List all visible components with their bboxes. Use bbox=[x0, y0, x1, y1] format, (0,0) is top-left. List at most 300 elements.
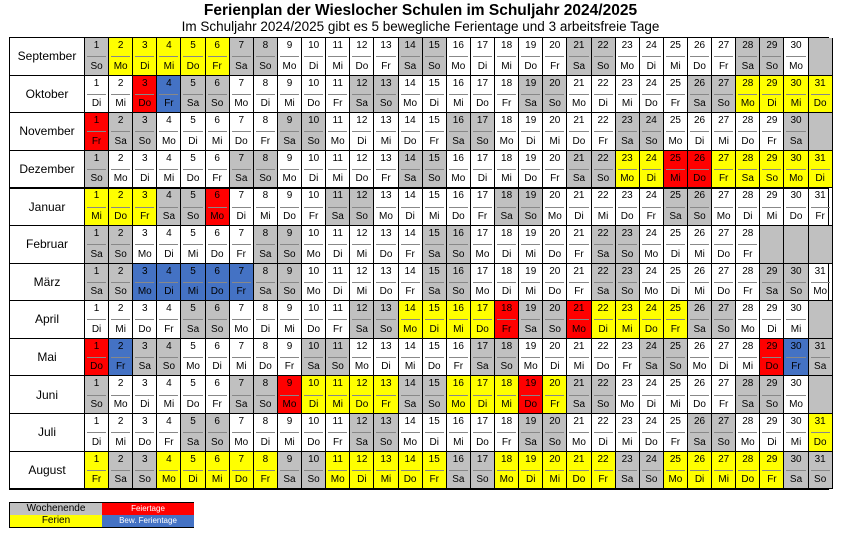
day-number: 5 bbox=[190, 265, 196, 277]
day-cell bbox=[302, 339, 326, 377]
day-number: 20 bbox=[549, 190, 561, 202]
weekday-label: Mo bbox=[161, 474, 176, 486]
weekday-label: So bbox=[717, 98, 730, 110]
weekday-label: Sa bbox=[259, 248, 272, 260]
day-number: 28 bbox=[742, 77, 754, 89]
day-number: 7 bbox=[238, 228, 245, 239]
weekday-label: Di bbox=[718, 361, 729, 373]
day-cell bbox=[206, 38, 230, 76]
day-cell bbox=[326, 113, 350, 151]
weekday-label: Di bbox=[501, 248, 512, 260]
weekday-label: So bbox=[211, 436, 224, 448]
day-number: 10 bbox=[308, 190, 320, 202]
day-cell bbox=[640, 188, 664, 226]
day-cell bbox=[519, 414, 543, 452]
weekday-label: Do bbox=[717, 286, 731, 298]
weekday-label: Fr bbox=[91, 474, 102, 486]
day-cell bbox=[374, 188, 398, 226]
weekday-label: Di bbox=[236, 210, 246, 222]
day-number: 8 bbox=[262, 378, 269, 390]
weekday-label: Do bbox=[524, 173, 538, 185]
weekday-label: Sa bbox=[572, 60, 586, 72]
day-cell bbox=[423, 151, 447, 189]
day-cell bbox=[374, 339, 398, 377]
weekday-label: So bbox=[476, 135, 489, 147]
day-number: 1 bbox=[93, 378, 100, 390]
weekday-label: Mi bbox=[501, 60, 512, 72]
weekday-label: Fr bbox=[718, 60, 729, 72]
day-number: 18 bbox=[501, 190, 513, 202]
weekday-label: Do bbox=[524, 60, 538, 72]
day-number: 5 bbox=[190, 152, 196, 164]
day-cell bbox=[736, 264, 760, 302]
day-cell bbox=[567, 151, 591, 189]
day-cell bbox=[712, 226, 736, 264]
weekday-label: Mi bbox=[428, 210, 440, 222]
day-number: 17 bbox=[476, 152, 489, 164]
weekday-label: Di bbox=[381, 361, 391, 373]
day-number: 24 bbox=[645, 152, 657, 164]
weekday-label: Mo bbox=[186, 361, 200, 373]
day-cell bbox=[181, 339, 205, 377]
weekday-label: So bbox=[90, 398, 103, 410]
day-cell bbox=[736, 151, 760, 189]
day-cell bbox=[206, 339, 230, 377]
weekday-label: Fr bbox=[164, 436, 174, 448]
day-number: 13 bbox=[380, 416, 392, 427]
day-cell bbox=[712, 339, 736, 377]
day-cell bbox=[254, 151, 278, 189]
weekday-label: Fr bbox=[333, 323, 343, 335]
day-cell bbox=[760, 264, 784, 302]
day-number: 16 bbox=[452, 228, 464, 239]
weekday-label: Di bbox=[429, 436, 439, 448]
day-cell bbox=[133, 339, 157, 377]
day-cell bbox=[543, 188, 567, 226]
day-number: 22 bbox=[597, 378, 609, 390]
weekday-label: Mo bbox=[813, 286, 828, 298]
weekday-label: Do bbox=[644, 323, 658, 335]
weekday-label: Do bbox=[403, 135, 417, 147]
day-number: 10 bbox=[308, 265, 320, 277]
day-cell bbox=[760, 452, 784, 490]
weekday-label: Mo bbox=[571, 98, 586, 110]
day-number: 15 bbox=[428, 416, 440, 427]
day-cell bbox=[543, 376, 567, 414]
day-cell bbox=[809, 339, 833, 377]
weekday-label: Mo bbox=[692, 361, 707, 373]
day-cell bbox=[85, 452, 109, 490]
day-number: 24 bbox=[645, 40, 657, 51]
weekday-label: Sa bbox=[428, 248, 441, 260]
weekday-label: So bbox=[283, 286, 296, 298]
day-number: 21 bbox=[573, 77, 585, 89]
weekday-label: Mo bbox=[451, 173, 466, 185]
weekday-label: Mi bbox=[549, 474, 561, 486]
weekday-label: Mi bbox=[187, 286, 199, 298]
day-cell bbox=[543, 264, 567, 302]
weekday-label: Di bbox=[308, 173, 319, 185]
weekday-label: Mo bbox=[451, 60, 466, 72]
day-cell bbox=[664, 264, 688, 302]
day-cell bbox=[278, 376, 302, 414]
day-cell bbox=[109, 452, 133, 490]
day-number: 9 bbox=[286, 378, 293, 390]
day-number: 14 bbox=[404, 453, 416, 465]
day-cell bbox=[567, 339, 591, 377]
weekday-label: Sa bbox=[259, 286, 272, 298]
weekday-label: Di bbox=[574, 210, 584, 222]
weekday-label: Fr bbox=[646, 210, 657, 222]
weekday-label: Sa bbox=[403, 398, 417, 410]
day-cell bbox=[133, 226, 157, 264]
weekday-label: Di bbox=[646, 60, 657, 72]
page-subtitle: Im Schuljahr 2024/2025 gibt es 5 bewegliche Ferientage und 3 arbeitsfreie Tage bbox=[181, 19, 660, 34]
day-number: 22 bbox=[597, 77, 609, 89]
weekday-label: Di bbox=[646, 173, 657, 185]
weekday-label: Do bbox=[476, 436, 489, 448]
day-cell bbox=[423, 226, 447, 264]
day-number: 28 bbox=[742, 340, 754, 352]
day-number: 22 bbox=[597, 453, 609, 465]
day-number: 19 bbox=[525, 228, 537, 239]
weekday-label: So bbox=[765, 60, 779, 72]
day-number: 24 bbox=[645, 303, 657, 315]
day-number: 2 bbox=[117, 453, 124, 465]
day-number: 10 bbox=[308, 340, 320, 352]
day-cell bbox=[616, 188, 640, 226]
day-number: 9 bbox=[286, 228, 293, 239]
day-number: 6 bbox=[214, 378, 220, 390]
day-number: 28 bbox=[742, 152, 754, 164]
day-number: 14 bbox=[404, 77, 416, 89]
day-cell bbox=[664, 376, 688, 414]
day-number: 1 bbox=[93, 265, 100, 277]
day-number: 23 bbox=[621, 303, 633, 315]
weekday-label: Do bbox=[741, 135, 755, 147]
day-cell bbox=[423, 264, 447, 302]
day-cell bbox=[640, 76, 664, 114]
day-number: 18 bbox=[501, 152, 513, 164]
day-number: 27 bbox=[718, 228, 730, 239]
day-cell bbox=[616, 226, 640, 264]
day-number: 6 bbox=[214, 228, 220, 239]
weekday-label: Do bbox=[693, 173, 706, 185]
day-number: 4 bbox=[166, 40, 172, 51]
day-cell bbox=[640, 264, 664, 302]
weekday-label: Mo bbox=[547, 210, 562, 222]
day-cell bbox=[423, 301, 447, 339]
weekday-label: Di bbox=[140, 173, 150, 185]
day-number: 15 bbox=[428, 228, 440, 239]
day-number: 26 bbox=[693, 115, 706, 127]
day-number: 6 bbox=[214, 340, 220, 352]
weekday-label: Mo bbox=[234, 436, 249, 448]
day-number: 4 bbox=[166, 416, 172, 427]
day-number: 11 bbox=[332, 228, 343, 239]
day-number: 28 bbox=[742, 453, 754, 465]
day-number: 11 bbox=[332, 77, 343, 89]
weekday-label: Mo bbox=[620, 60, 635, 72]
day-number: 26 bbox=[693, 190, 706, 202]
weekday-label: Do bbox=[644, 98, 658, 110]
day-cell bbox=[809, 151, 833, 189]
day-number: 5 bbox=[190, 340, 196, 352]
day-cell bbox=[399, 452, 423, 490]
day-number: 1 bbox=[93, 115, 100, 127]
weekday-label: Di bbox=[477, 60, 488, 72]
day-number: 28 bbox=[742, 115, 754, 127]
day-number: 25 bbox=[669, 340, 681, 352]
weekday-label: Mi bbox=[718, 474, 729, 486]
day-number: 3 bbox=[142, 453, 148, 465]
day-number: 2 bbox=[117, 77, 124, 89]
weekday-label: Do bbox=[620, 210, 634, 222]
weekday-label: So bbox=[621, 248, 634, 260]
day-cell bbox=[230, 188, 254, 226]
day-cell bbox=[784, 376, 808, 414]
weekday-label: Di bbox=[767, 98, 777, 110]
weekday-label: Sa bbox=[452, 474, 465, 486]
day-cell bbox=[423, 188, 447, 226]
day-number: 31 bbox=[814, 77, 826, 89]
weekday-label: Sa bbox=[789, 474, 803, 486]
weekday-label: Mi bbox=[284, 436, 295, 448]
weekday-label: Mi bbox=[597, 210, 609, 222]
day-number: 8 bbox=[262, 303, 269, 315]
weekday-label: Do bbox=[210, 248, 224, 260]
day-cell bbox=[350, 76, 374, 114]
day-cell bbox=[85, 38, 109, 76]
day-cell bbox=[350, 151, 374, 189]
weekday-label: Mi bbox=[115, 323, 126, 335]
page-title: Ferienplan der Wieslocher Schulen im Schuljahr 2024/2025 bbox=[203, 2, 638, 19]
day-number: 26 bbox=[693, 340, 706, 352]
weekday-label: Fr bbox=[550, 398, 560, 410]
weekday-label: So bbox=[548, 323, 561, 335]
day-cell bbox=[278, 226, 302, 264]
day-cell bbox=[760, 301, 784, 339]
day-number: 15 bbox=[428, 303, 440, 315]
day-number: 2 bbox=[117, 265, 124, 277]
weekday-label: Mi bbox=[670, 398, 681, 410]
day-cell bbox=[399, 151, 423, 189]
day-cell bbox=[350, 226, 374, 264]
day-number: 1 bbox=[93, 303, 100, 315]
day-cell bbox=[784, 301, 808, 339]
weekday-label: Mo bbox=[137, 286, 152, 298]
day-number: 2 bbox=[117, 340, 124, 352]
day-number: 1 bbox=[93, 77, 100, 89]
day-cell bbox=[157, 188, 181, 226]
weekday-label: Fr bbox=[91, 135, 102, 147]
day-number: 25 bbox=[669, 416, 681, 427]
day-number: 13 bbox=[380, 228, 392, 239]
weekday-label: Do bbox=[693, 60, 706, 72]
day-number: 28 bbox=[742, 265, 754, 277]
day-number: 6 bbox=[214, 453, 220, 465]
weekday-label: Sa bbox=[114, 474, 127, 486]
day-cell bbox=[616, 339, 640, 377]
day-cell bbox=[326, 414, 350, 452]
weekday-label: So bbox=[548, 436, 561, 448]
day-cell bbox=[447, 301, 471, 339]
day-cell bbox=[157, 113, 181, 151]
weekday-label: So bbox=[138, 135, 151, 147]
day-number: 27 bbox=[718, 115, 730, 127]
weekday-label: Mi bbox=[284, 98, 295, 110]
day-number: 20 bbox=[549, 40, 561, 51]
day-number: 4 bbox=[166, 340, 172, 352]
day-cell bbox=[278, 452, 302, 490]
day-number: 18 bbox=[501, 115, 513, 127]
day-number: 25 bbox=[669, 265, 681, 277]
weekday-label: Mi bbox=[694, 286, 705, 298]
day-number: 30 bbox=[790, 265, 802, 277]
day-number: 10 bbox=[308, 77, 320, 89]
day-cell bbox=[664, 188, 688, 226]
day-cell bbox=[471, 76, 495, 114]
weekday-label: Mo bbox=[740, 436, 755, 448]
day-number: 20 bbox=[549, 453, 561, 465]
day-cell bbox=[447, 188, 471, 226]
day-cell bbox=[640, 301, 664, 339]
day-number: 28 bbox=[742, 228, 754, 239]
weekday-label: Mi bbox=[211, 135, 223, 147]
day-number: 8 bbox=[262, 453, 269, 465]
weekday-label: So bbox=[90, 173, 103, 185]
day-number: 13 bbox=[380, 340, 392, 352]
weekday-label: Di bbox=[308, 60, 319, 72]
day-number: 15 bbox=[428, 453, 440, 465]
weekday-label: Sa bbox=[693, 436, 706, 448]
day-number: 21 bbox=[573, 340, 585, 352]
day-cell bbox=[254, 226, 278, 264]
day-number: 24 bbox=[645, 115, 657, 127]
day-cell bbox=[471, 226, 495, 264]
weekday-label: Do bbox=[307, 323, 321, 335]
weekday-label: So bbox=[355, 210, 368, 222]
weekday-label: Do bbox=[644, 436, 658, 448]
weekday-label: Mo bbox=[161, 135, 176, 147]
day-number: 2 bbox=[117, 228, 124, 239]
day-number: 4 bbox=[166, 115, 172, 127]
day-number: 20 bbox=[549, 378, 561, 390]
day-cell bbox=[712, 113, 736, 151]
weekday-label: Mi bbox=[525, 248, 536, 260]
weekday-label: Fr bbox=[453, 361, 464, 373]
day-number: 29 bbox=[766, 265, 778, 277]
day-cell bbox=[326, 376, 350, 414]
day-cell bbox=[809, 414, 833, 452]
day-cell bbox=[616, 76, 640, 114]
weekday-label: So bbox=[162, 361, 176, 373]
weekday-label: Mi bbox=[284, 323, 295, 335]
day-number: 14 bbox=[404, 115, 416, 127]
day-number: 17 bbox=[476, 416, 489, 427]
weekday-label: Mi bbox=[670, 60, 681, 72]
weekday-label: Mi bbox=[790, 436, 802, 448]
weekday-label: Di bbox=[694, 135, 705, 147]
day-cell bbox=[230, 264, 254, 302]
day-cell bbox=[640, 113, 664, 151]
weekday-label: Mo bbox=[740, 98, 755, 110]
weekday-label: Mo bbox=[644, 248, 659, 260]
day-number: 7 bbox=[238, 152, 245, 164]
day-cell bbox=[543, 76, 567, 114]
day-number: 6 bbox=[214, 152, 220, 164]
day-number: 19 bbox=[525, 416, 537, 427]
weekday-label: Mi bbox=[573, 361, 585, 373]
weekday-label: Do bbox=[524, 398, 538, 410]
day-number: 9 bbox=[286, 40, 293, 51]
day-cell bbox=[640, 414, 664, 452]
weekday-label: Mo bbox=[210, 210, 225, 222]
weekday-label: Mi bbox=[670, 173, 681, 185]
legend-feiertage: Feiertage bbox=[102, 503, 194, 515]
day-cell bbox=[760, 339, 784, 377]
day-cell bbox=[567, 414, 591, 452]
weekday-label: So bbox=[669, 361, 682, 373]
day-number: 23 bbox=[621, 340, 633, 352]
day-cell bbox=[181, 264, 205, 302]
day-cell bbox=[206, 376, 230, 414]
day-number: 26 bbox=[693, 228, 706, 239]
weekday-label: Mo bbox=[475, 286, 490, 298]
day-number: 6 bbox=[214, 190, 220, 202]
day-number: 27 bbox=[718, 77, 730, 89]
day-number: 10 bbox=[308, 453, 320, 465]
weekday-label: Di bbox=[429, 323, 439, 335]
month-label: Dezember bbox=[10, 151, 85, 189]
day-number: 4 bbox=[166, 228, 172, 239]
day-number: 25 bbox=[669, 303, 681, 315]
day-number: 4 bbox=[166, 77, 172, 89]
day-cell bbox=[133, 301, 157, 339]
weekday-label: Sa bbox=[524, 98, 537, 110]
day-number: 17 bbox=[476, 228, 489, 239]
weekday-label: Di bbox=[646, 398, 657, 410]
day-cell bbox=[809, 452, 833, 490]
weekday-label: Mi bbox=[453, 323, 464, 335]
day-cell bbox=[302, 264, 326, 302]
day-cell bbox=[736, 76, 760, 114]
day-number: 6 bbox=[214, 40, 220, 51]
day-number: 26 bbox=[693, 77, 706, 89]
day-cell bbox=[85, 113, 109, 151]
day-number: 2 bbox=[117, 378, 124, 390]
day-cell bbox=[543, 414, 567, 452]
day-number: 7 bbox=[238, 416, 245, 427]
weekday-label: Mo bbox=[306, 248, 321, 260]
day-number: 8 bbox=[262, 265, 269, 277]
weekday-label: Mi bbox=[91, 210, 102, 222]
day-cell bbox=[85, 301, 109, 339]
day-cell bbox=[326, 301, 350, 339]
weekday-label: Sa bbox=[355, 98, 368, 110]
day-number: 23 bbox=[621, 228, 633, 239]
day-number: 24 bbox=[645, 340, 657, 352]
day-cell bbox=[447, 376, 471, 414]
day-cell bbox=[688, 151, 712, 189]
day-number: 20 bbox=[549, 303, 561, 315]
day-number: 15 bbox=[428, 378, 440, 390]
day-number: 7 bbox=[238, 303, 245, 315]
day-cell bbox=[664, 226, 688, 264]
day-number: 27 bbox=[718, 303, 730, 315]
weekday-label: Do bbox=[596, 361, 610, 373]
weekday-label: Mi bbox=[163, 60, 175, 72]
